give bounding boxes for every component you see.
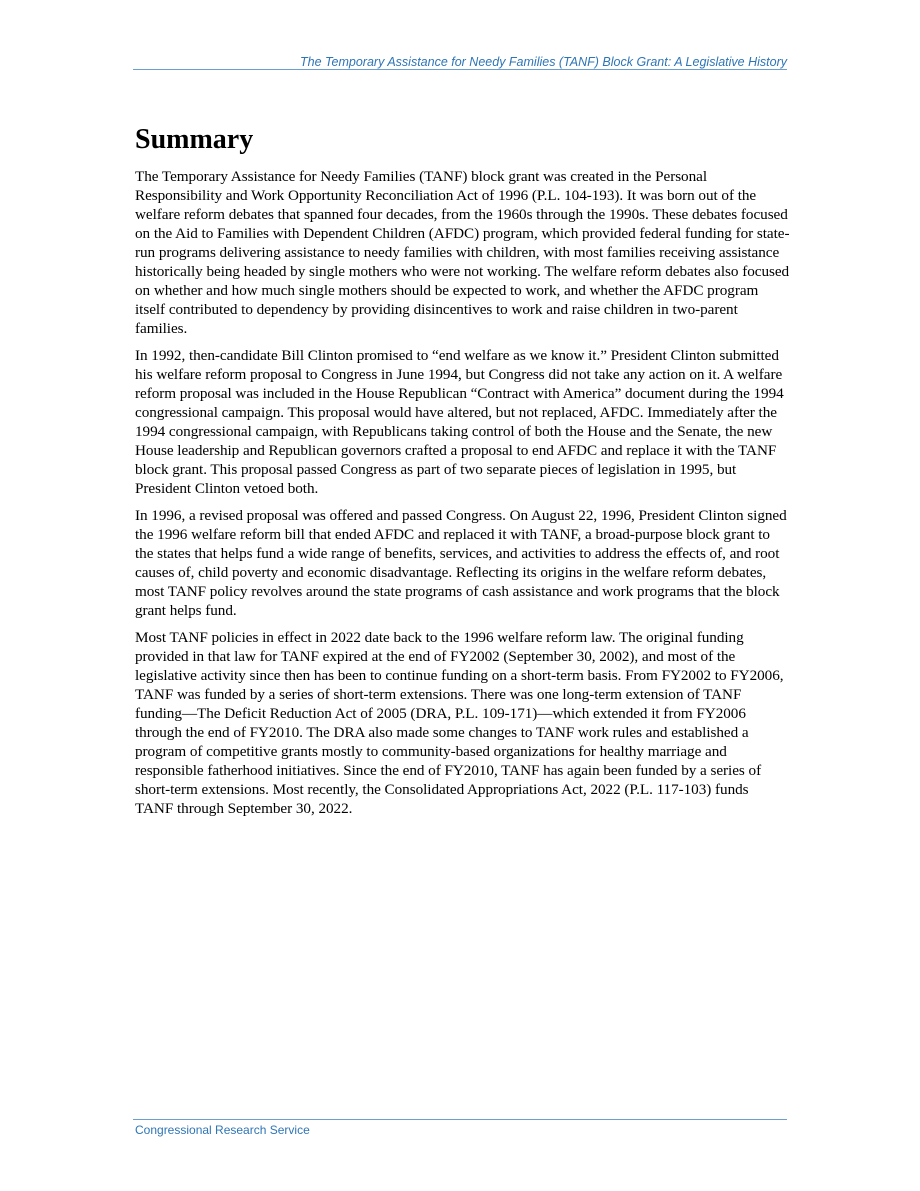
summary-paragraph: In 1996, a revised proposal was offered and passed Congress. On August 22, 1996, President Clinton signed the 1996 welfare reform bill that ended AFDC and replaced it with TANF, a broad-purpose block grant to the states that helps fund a wide range of benefits, services, and activities to address the effects of, and root causes of, child poverty and economic disadvantage. Reflecting its origins in the welfare reform debates, most TANF policy revolves around the state programs of cash assistance and work programs that the block grant helps fund. xyxy=(135,507,787,619)
header-divider xyxy=(133,69,787,70)
summary-body xyxy=(135,167,790,826)
footer-divider xyxy=(133,1119,787,1120)
running-header: The Temporary Assistance for Needy Families (TANF) Block Grant: A Legislative History xyxy=(300,55,787,69)
summary-paragraph: In 1992, then-candidate Bill Clinton promised to “end welfare as we know it.” President Clinton submitted his welfare reform proposal to Congress in June 1994, but Congress did not take any action on it. A welfare reform proposal was included in the House Republican “Contract with America” document during the 1994 congressional campaign. This proposal would have altered, but not replaced, AFDC. Immediately after the 1994 congressional campaign, with Republicans taking control of both the House and the Senate, the new House leadership and Republican governors crafted a proposal to end AFDC and replace it with the TANF block grant. This proposal passed Congress as part of two separate pieces of legislation in 1995, but President Clinton vetoed both. xyxy=(135,347,784,497)
page-title: Summary xyxy=(135,124,254,155)
footer-publisher: Congressional Research Service xyxy=(135,1123,310,1137)
summary-paragraph: Most TANF policies in effect in 2022 date back to the 1996 welfare reform law. The original funding provided in that law for TANF expired at the end of FY2002 (September 30, 2002), and most of the legislative activity since then has been to continue funding on a short-term basis. From FY2002 to FY2006, TANF was funded by a series of short-term extensions. There was one long-term extension of TANF funding—The Deficit Reduction Act of 2005 (DRA, P.L. 109-171)—which extended it from FY2006 through the end of FY2010. The DRA also made some changes to TANF work rules and established a program of competitive grants mostly to community-based organizations for healthy marriage and responsible fatherhood initiatives. Since the end of FY2010, TANF has again been funded by a series of short-term extensions. Most recently, the Consolidated Appropriations Act, 2022 (P.L. 117-103) funds TANF through September 30, 2022. xyxy=(135,629,784,817)
summary-paragraph: The Temporary Assistance for Needy Families (TANF) block grant was created in the Personal Responsibility and Work Opportunity Reconciliation Act of 1996 (P.L. 104-193). It was born out of the welfare reform debates that spanned four decades, from the 1960s through the 1990s. These debates focused on the Aid to Families with Dependent Children (AFDC) program, which provided federal funding for state-run programs delivering assistance to needy families with children, with most families receiving assistance historically being headed by single mothers who were not working. The welfare reform debates also focused on whether and how much single mothers should be expected to work, and whether the AFDC program itself contributed to dependency by providing disincentives to work and raise children in two-parent families. xyxy=(135,168,790,337)
